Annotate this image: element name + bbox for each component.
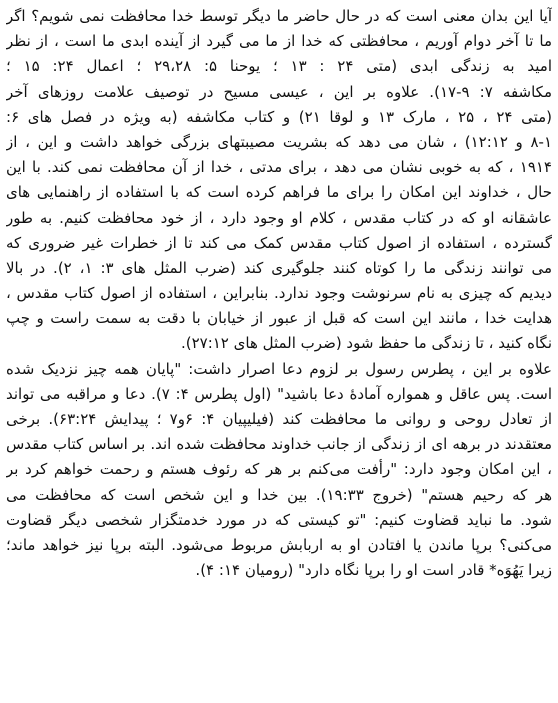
text-line: گسترده ، استفاده از اصول کتاب مقدس کمک می کند تا از خطرات غیر ضروری که <box>6 233 552 252</box>
text-line: است. پس عاقل و همواره آمادهٔ دعا باشید" (اول پطرس ۴: ۷). دعا و مراقبه می تواند <box>6 384 552 403</box>
text-line: از تعادل روحی و روانی ما محافظت کند (فیلیپیان ۴: ۶و۷ ؛ پیدایش ۶۳:۲۴). برخی <box>6 410 552 428</box>
text-line: ۸-۱ و ۱۲:۱۲) ، شان می دهد که بشریت مصیبتهای بزرگی خواهد داشت و این ، از <box>6 132 552 151</box>
text-line: ، این امکان وجود دارد: "رأفت می‌کنم بر هر که رئوف هستم و رحمت خواهم کرد بر <box>6 460 552 479</box>
text-line: هر که رحیم هستم" (خروج ۱۹:۳۳). بین خدا و این شخص است که محافظت می <box>6 485 552 504</box>
text-line: امید به زندگی ابدی (متی ۲۴ : ۱۳ ؛ یوحنا ۵: ۲۹،۲۸ ؛ اعمال ۲۴: ۱۵ ؛ <box>6 57 552 76</box>
text-line: (متی ۲۴ ، ۲۵ ، مارک ۱۳ و لوقا ۲۱) و کتاب مکاشفه (به ویژه در فصل های ۶: <box>6 107 552 126</box>
text-line: می توانند زندگی ما را کوتاه کنند جلوگیری کند (ضرب المثل های ۳: ۱، ۲). در بالا <box>6 258 552 277</box>
text-line: حال ، خداوند این امکان را برای ما فراهم کرده است که با استفاده از راهنمایی های <box>6 183 552 202</box>
text-line: مکاشفه ۷: ۹-۱۷). علاوه بر این ، عیسی مسیح در توصیف علامت روزهای آخر <box>6 82 552 101</box>
text-line: علاوه بر این ، پطرس رسول بر لزوم دعا اصرار داشت: "پایان همه چیز نزدیک شده <box>6 359 552 378</box>
text-line: معتقدند در برهه ای از زندگی از جانب خداوند محافظت شده اند. بر اساس کتاب مقدس <box>6 435 552 454</box>
text-line: ما تا آخر دوام آوریم ، محافظتی که خدا از ما می گیرد از آینده ابدی ما است ، از نظر <box>6 32 552 51</box>
paragraph-1 <box>6 4 552 357</box>
text-line: دیدیم که چیزی به نام سرنوشت وجود ندارد. بنابراین ، استفاده از اصول کتاب مقدس ، <box>6 284 552 303</box>
text-line: زیرا یَهُوَه* قادر است او را برپا نگاه دارد" (رومیان ۱۴: ۴). <box>195 561 552 580</box>
text-line: هدایت خدا ، مانند این است که قبل از عبور از خیابان با دقت به سمت راست و چپ <box>6 309 552 328</box>
paragraph-2 <box>6 357 552 584</box>
text-line: می‌کنی؟ برپا ماندن یا افتادن او به اربابش مربوط می‌شود. البته برپا نیز خواهد ماند؛ <box>6 535 552 554</box>
text-line: آیا این بدان معنی است که در حال حاضر ما دیگر توسط خدا محافظت نمی شویم؟ اگر <box>6 7 552 25</box>
text-line: نگاه کنید ، تا زندگی ما حفظ شود (ضرب المثل های ۲۷:۱۲). <box>180 334 552 353</box>
text-line: شود. ما نباید قضاوت کنیم: "تو کیستی که در مورد خدمتگزار شخصی دیگر قضاوت <box>6 510 552 529</box>
text-line: ۱۹۱۴ ، که به خوبی نشان می دهد ، برای مدتی ، خدا از آن محافظت نمی کند. با این <box>6 158 552 177</box>
text-line: عاشقانه او که در کتاب مقدس ، کلام او وجود دارد ، از خود محافظت کنیم. به طور <box>6 208 552 227</box>
